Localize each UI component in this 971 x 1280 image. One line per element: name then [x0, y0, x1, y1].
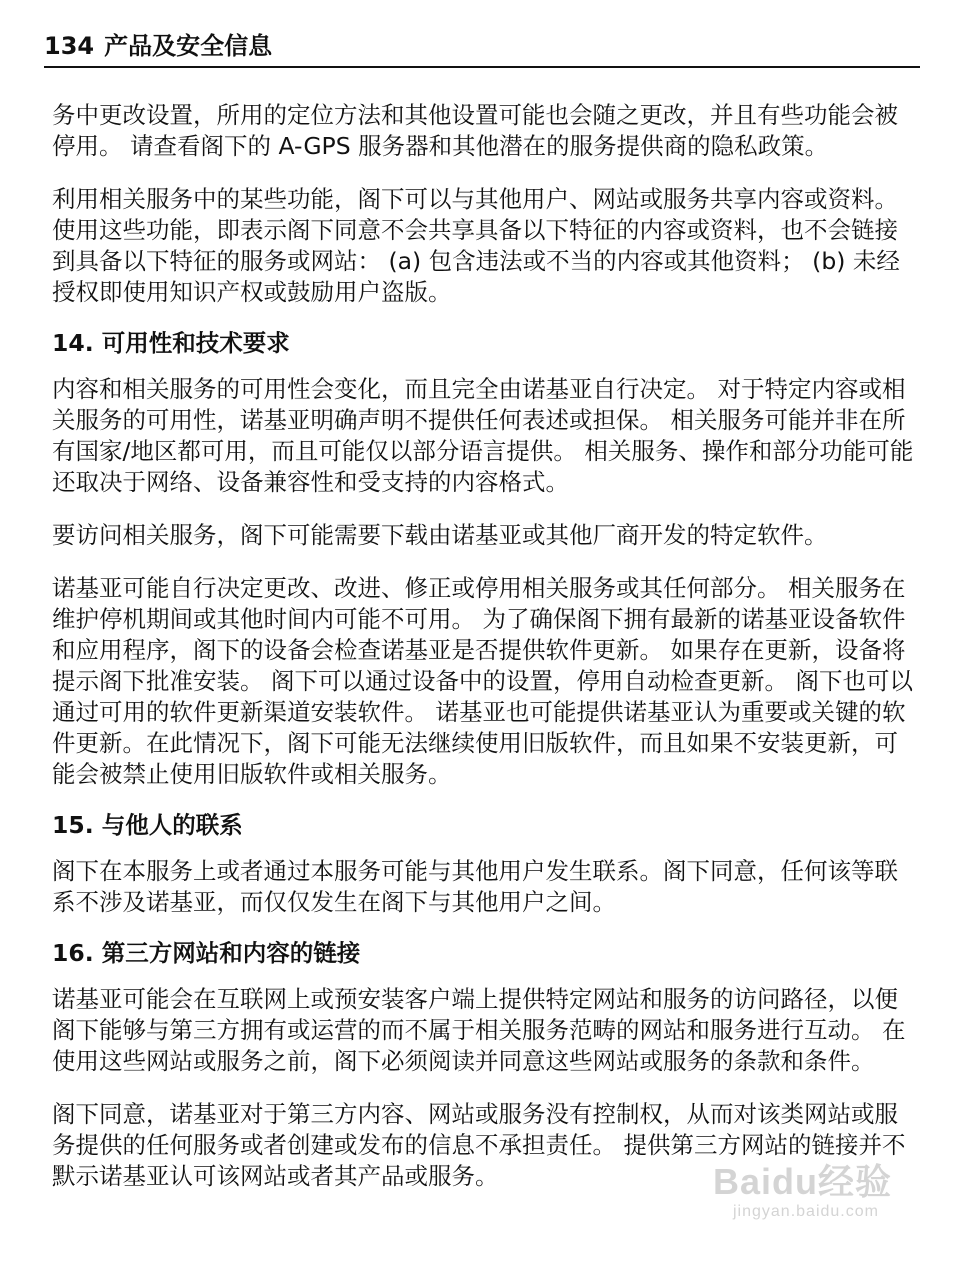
watermark-logo: Baidu经验 [713, 1161, 893, 1202]
page-number: 134 [44, 32, 95, 60]
paragraph-availability: 内容和相关服务的可用性会变化，而且完全由诺基亚自行决定。 对于特定内容或相关服务的可用性，诺基亚明确声明不提供任何表述或担保。 相关服务可能并非在所有国家/地区都可用，而且可能仅以部分语言提供。 相关服务、操作和部分功能可能还取决于网络、设备兼容性和受支持的内容格式。 [52, 375, 914, 496]
heading-section-14: 14. 可用性和技术要求 [52, 329, 290, 357]
watermark-url: jingyan.baidu.com [733, 1203, 879, 1220]
paragraph-third-party-access: 诺基亚可能会在互联网上或预安装客户端上提供特定网站和服务的访问路径，以便阁下能够与第三方拥有或运营的而不属于相关服务范畴的网站和服务进行互动。 在使用这些网站或服务之前，阁下必须阅读并同意这些网站或服务的条款和条件。 [52, 985, 906, 1075]
paragraph-software-download: 要访问相关服务，阁下可能需要下载由诺基亚或其他厂商开发的特定软件。 [52, 521, 828, 549]
paragraph-content-sharing: 利用相关服务中的某些功能，阁下可以与其他用户、网站或服务共享内容或资料。 使用这些功能，即表示阁下同意不会共享具备以下特征的内容或资料，也不会链接到具备以下特征的服务或网站： (a) 包含违法或不当的内容或其他资料； (b) 未经授权即使用知识产权或鼓励用户盗版。 [52, 185, 900, 306]
running-header [44, 30, 920, 68]
paragraph-location-settings: 务中更改设置，所用的定位方法和其他设置可能也会随之更改，并且有些功能会被停用。 请查看阁下的 A-GPS 服务器和其他潜在的服务提供商的隐私政策。 [52, 101, 898, 160]
running-header-title: 产品及安全信息 [104, 32, 273, 60]
heading-section-15: 15. 与他人的联系 [52, 811, 243, 839]
heading-section-16: 16. 第三方网站和内容的链接 [52, 939, 361, 967]
paragraph-third-party-liability: 阁下同意，诺基亚对于第三方内容、网站或服务没有控制权，从而对该类网站或服务提供的任何服务或者创建或发布的信息不承担责任。 提供第三方网站的链接并不默示诺基亚认可该网站或者其产品或服务。 [52, 1100, 906, 1190]
main-content [52, 100, 914, 1192]
paragraph-user-contact: 阁下在本服务上或者通过本服务可能与其他用户发生联系。阁下同意，任何该等联系不涉及诺基亚，而仅仅发生在阁下与其他用户之间。 [52, 857, 898, 916]
paragraph-software-updates: 诺基亚可能自行决定更改、改进、修正或停用相关服务或其任何部分。 相关服务在维护停机期间或其他时间内可能不可用。 为了确保阁下拥有最新的诺基亚设备软件和应用程序，阁下的设备会检查诺基亚是否提供软件更新。 如果存在更新，设备将提示阁下批准安装。 阁下可以通过设备中的设置，停用自动检查更新。 阁下也可以通过可用的软件更新渠道安装软件。 诺基亚也可能提供诺基亚认为重要或关键的软件更新。在此情况下，阁下可能无法继续使用旧版软件，而且如果不安装更新，可能会被禁止使用旧版软件或相关服务。 [52, 574, 913, 788]
